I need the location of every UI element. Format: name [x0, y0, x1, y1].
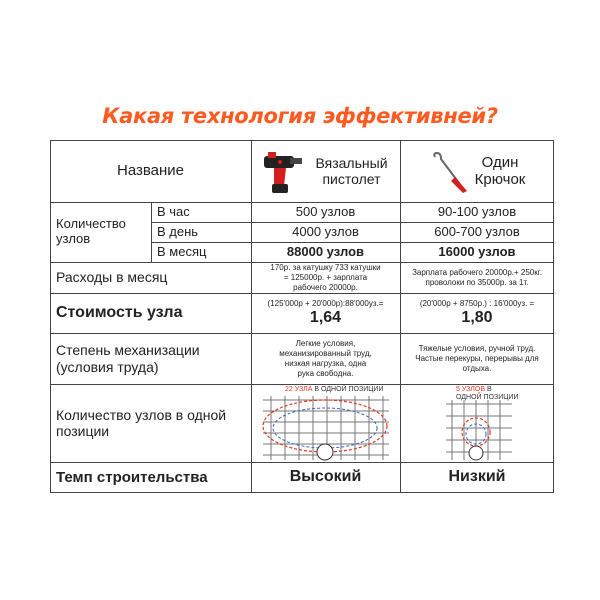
gun-rebar-grid: [251, 384, 400, 462]
gun-mechanization: Легкие условия, механизированный труд, низкая нагрузка, одна рука свободна.: [279, 338, 372, 378]
hook-mechanization: Тяжелые условия, ручной труд. Частые перекуры, перерывы для отдыха.: [415, 343, 539, 373]
hook-label-line1: Один: [481, 153, 519, 171]
header-gun: [251, 140, 400, 202]
period-month: В месяц: [157, 243, 207, 259]
mechanization-label: Степень механизации (условия труда): [56, 342, 200, 375]
page-title: Какая технология эффективней?: [102, 104, 498, 128]
gun-cost-value: 1,64: [309, 308, 342, 326]
expenses-label: Расходы в месяц: [56, 269, 168, 286]
comparison-table: [50, 140, 554, 493]
position-label: Количество узлов в одной позиции: [56, 406, 227, 439]
gun-position-diagram: [251, 384, 400, 462]
hook-expenses: Зарплата рабочего 20000р.+ 250кг. проволоки по 35000р. за 1т.: [412, 267, 542, 287]
hook-cost-formula: (20'000р + 8750р.) : 16'000уз. =: [419, 298, 535, 308]
gun-per-month: 88000 узлов: [286, 243, 365, 259]
hook-pace: Низкий: [448, 468, 506, 486]
period-day: В день: [157, 223, 199, 239]
gun-per-hour: 500 узлов: [295, 203, 356, 219]
gun-expenses: 170р. за катушку 733 катушки = 125000р. + зарплата рабочего 20000р.: [270, 262, 381, 292]
hook-per-month: 16000 узлов: [438, 243, 516, 259]
hook-position-diagram: 5 УЗЛОВ В ОДНОЙ ПОЗИЦИИ: [400, 384, 554, 462]
tying-gun-icon: [260, 146, 308, 196]
header-hook: [400, 140, 554, 202]
knot-cost-label: Стоимость узла: [56, 303, 183, 321]
hook-position-caption: 5 УЗЛОВ В: [456, 386, 492, 393]
pace-label: Темп строительства: [56, 468, 208, 486]
gun-label: Вязальный пистолет: [315, 154, 388, 187]
hook-per-hour: 90-100 узлов: [437, 203, 517, 219]
gun-knot-cost: [251, 293, 400, 333]
gun-position-caption: 22 УЗЛА В ОДНОЙ ПОЗИЦИИ: [285, 386, 384, 393]
gun-per-day: 4000 узлов: [292, 223, 359, 239]
period-hour: В час: [157, 203, 190, 219]
gun-pace: Высокий: [289, 468, 362, 486]
knot-count-label: Количество узлов: [56, 216, 126, 246]
header-name: Название: [116, 162, 185, 180]
hook-icon: [429, 149, 471, 193]
hook-cost-value: 1,80: [461, 308, 493, 326]
hook-label-line2: Крючок: [474, 171, 526, 188]
hook-knot-cost: [400, 293, 554, 333]
gun-cost-formula: (125'000р + 20'000р):88'000уз.=: [267, 298, 384, 308]
hook-per-day: 600-700 узлов: [434, 223, 520, 239]
